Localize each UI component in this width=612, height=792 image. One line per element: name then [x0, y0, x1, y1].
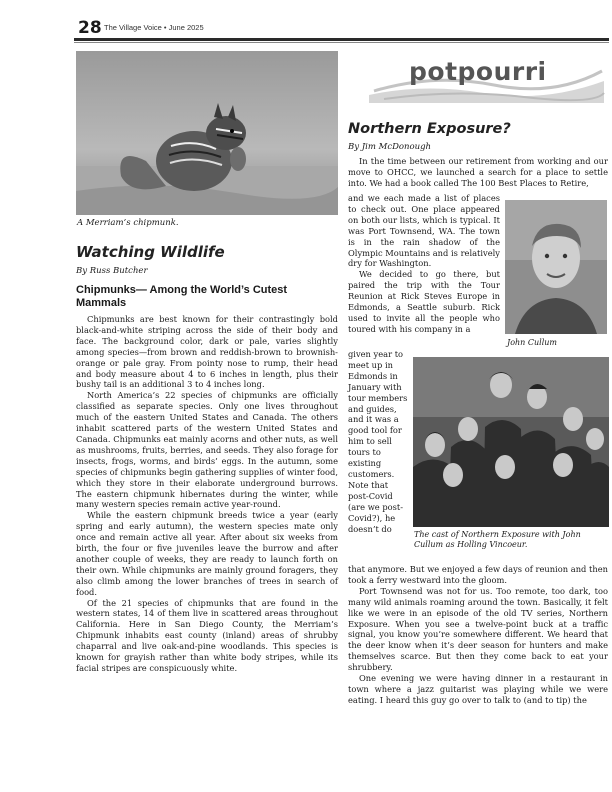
right-article-title: Northern Exposure?: [348, 121, 511, 137]
left-article-subhead: Chipmunks— Among the World’s Cutest Mammals: [76, 284, 288, 309]
cast-photo: [413, 357, 609, 527]
header-rule-thin: [74, 42, 609, 43]
left-article-byline: By Russ Butcher: [76, 266, 148, 276]
cullum-caption: John Cullum: [507, 338, 557, 347]
right-paragraph-2: We decided to go there, but paired the trip with the Tour Reunion at Rick Steves Europe in Edmonds, a Seattle suburb. Rick used to invite all the people who toured with his company in a: [348, 269, 500, 334]
right-article-intro: [348, 156, 608, 189]
publication-line: The Village Voice • June 2025: [104, 23, 204, 32]
page-number: 28: [78, 18, 102, 38]
right-paragraph-3: Port Townsend was not for us. Too remote, too dark, too many wild animals roaming around the town. Basically, it felt like we were in an episode of the old TV series, Northern Exposure. When you see a twelve-point buck at a traffic signal, you know you’re somewhere different. We heard that the deer know when it’s deer season for hunters and make themselves scarce. But then they come back to eat your shrubbery.: [348, 585, 608, 673]
right-article-mid: [348, 193, 500, 335]
right-article-byline: By Jim McDonough: [348, 142, 432, 152]
chipmunk-caption: A Merriam’s chipmunk.: [77, 218, 179, 228]
header-rule: [74, 38, 609, 41]
left-paragraph-3: While the eastern chipmunk breeds twice a year (early spring and early autumn), the western species mate only once and remain active all year. After about six weeks from birth, the four or five juveniles leave the burrow and after another couple of weeks, they are ready to launch forth on their own. While chipmunks are mainly ground foragers, they also climb among the lower branches of trees in search of food.: [76, 510, 338, 597]
left-paragraph-2: North America’s 22 species of chipmunks are officially classified as separate species. Only one lives throughout much of the eastern United States and Canada. The others inhabit scattered parts of the western United States and Canada. Chipmunks eat mainly acorns and other nuts, as well as mushrooms, fruits, berries, and seeds. They also forage for insects, frogs, worms, and birds’ eggs. In the autumn, some species of chipmunks begin gathering supplies of winter food, which they store in their elaborate underground burrows. The eastern chipmunk hibernates during the winter, while many western species remain active year-round.: [76, 390, 338, 510]
page-header: [74, 18, 609, 40]
right-paragraph-2-end: that anymore. But we enjoyed a few days of reunion and then took a ferry westward into the gloom.: [348, 564, 608, 585]
left-paragraph-4: Of the 21 species of chipmunks that are found in the western states, 14 of them live in scattered areas throughout California. Here in San Diego County, the Merriam’s Chipmunk inhabits east county (inland) areas of shrubby chaparral and live oak-and-pine woodlands. This species is known for grayish rather than white body stripes, while its facial stripes are conspicuously white.: [76, 597, 338, 673]
potpourri-banner: [364, 53, 609, 105]
right-article-narrow: [348, 349, 410, 534]
right-paragraph-1-cont: and we each made a list of places to check out. One place appeared on both our lists, which is typical. It was Port Townsend, WA. The town is in the rain shadow of the Olympic Mountains and is relatively dry for Washington.: [348, 193, 500, 269]
right-article-bottom: [348, 564, 608, 706]
cast-caption: The cast of Northern Exposure with John Cullum as Holling Vincoeur.: [414, 530, 581, 549]
banner-title: potpourri: [409, 57, 547, 86]
john-cullum-photo: [505, 200, 607, 334]
left-article-body: [76, 314, 338, 674]
left-article-title: Watching Wildlife: [76, 243, 225, 261]
right-paragraph-4: One evening we were having dinner in a restaurant in town where a jazz guitarist was playing while we were eating. I heard this guy go over to talk to (and to tip) the: [348, 673, 608, 705]
chipmunk-photo: [76, 51, 338, 215]
right-paragraph-1: In the time between our retirement from working and our move to OHCC, we launched a search for a place to settle into. We had a book called The 100 Best Places to Retire,: [348, 156, 608, 188]
right-paragraph-2-cont: given year to meet up in Edmonds in January with tour members and guides, and it was a good tool for him to sell tours to existing customers. Note that post-Covid (are we post-Covid?), he doesn’t do: [348, 349, 408, 534]
left-paragraph-1: Chipmunks are best known for their contrastingly bold black-and-white striping across the side of their body and face. The background color, dark or pale, varies slightly among species—from brown and reddish-brown to brownish-orange or pale gray. From pointy nose to rump, their head and body measure about 4 to 6 inches in length, plus their bushy tail is an additional 3 to 4 inches long.: [76, 314, 338, 390]
